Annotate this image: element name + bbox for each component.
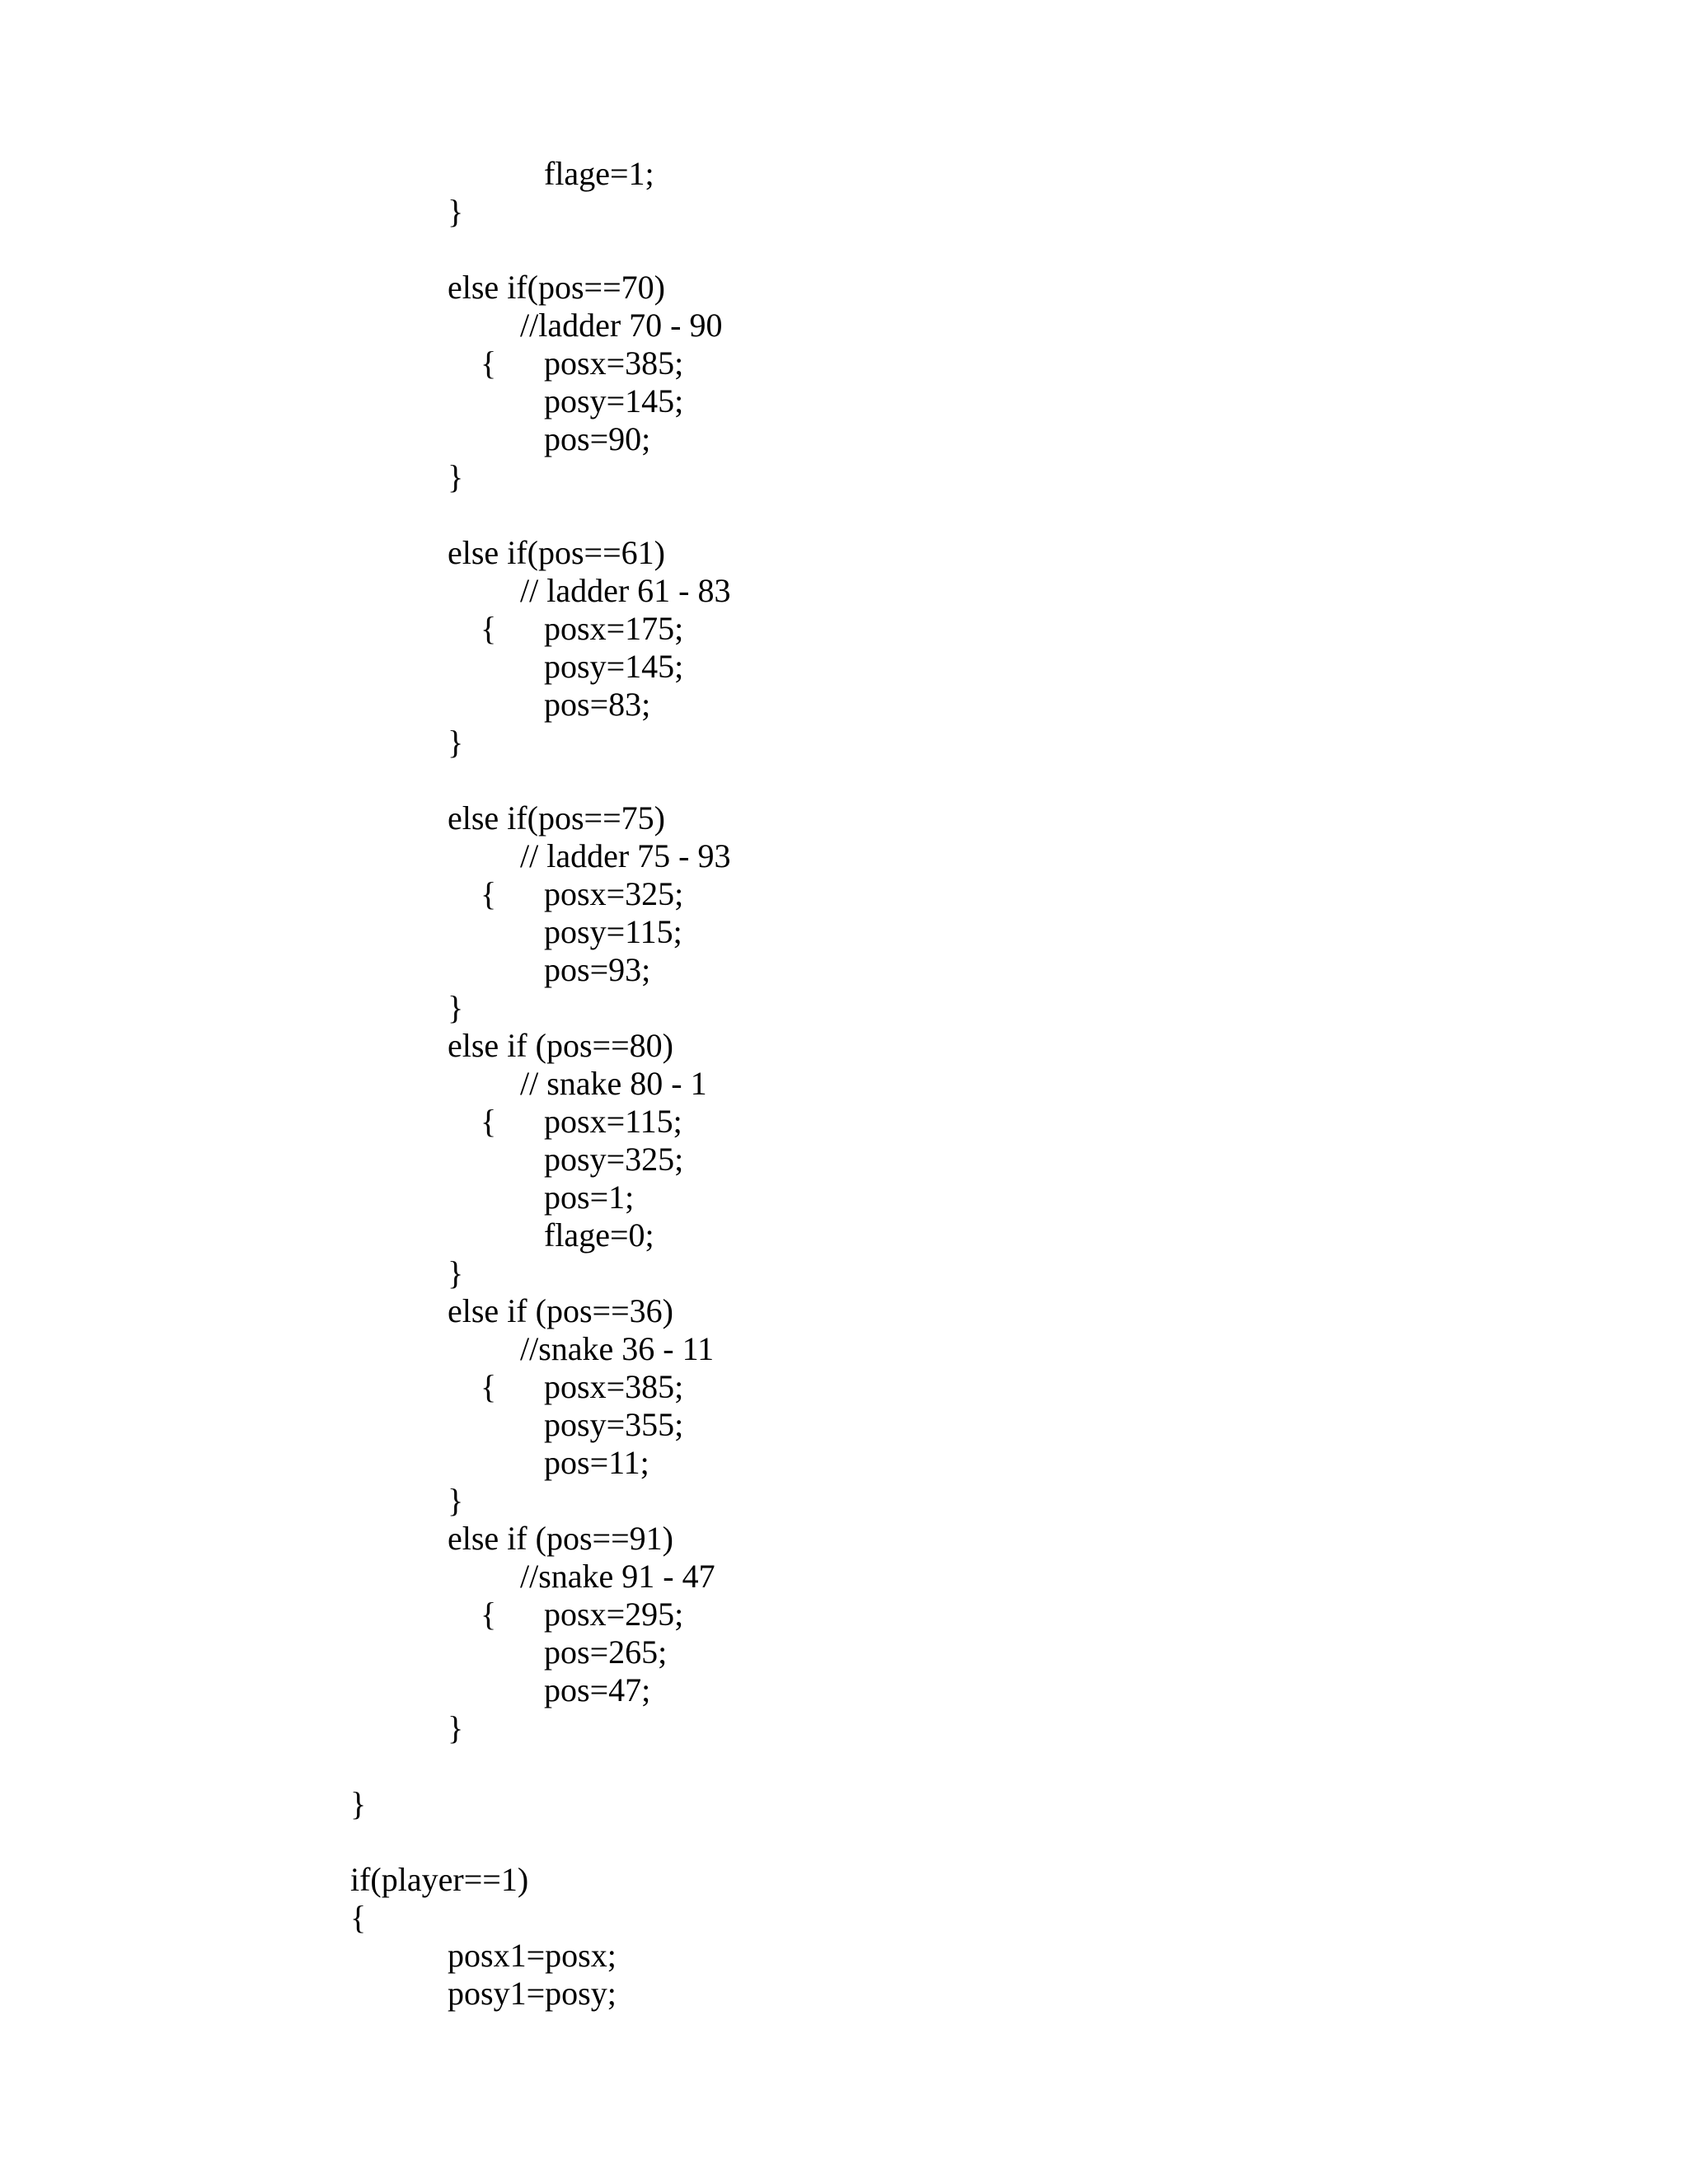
code-line: else if (pos==36) xyxy=(448,1292,673,1329)
brace: { xyxy=(481,344,497,382)
code-line: posx=385; xyxy=(544,344,684,382)
code-line: { xyxy=(350,1899,367,1936)
code-line: flage=0; xyxy=(544,1216,654,1254)
code-line: posx=385; xyxy=(544,1368,684,1405)
comment: //snake 91 - 47 xyxy=(520,1558,715,1595)
brace: { xyxy=(481,1368,497,1405)
code-line: pos=90; xyxy=(544,420,651,457)
code-line: pos=1; xyxy=(544,1179,635,1216)
code-line: posy=115; xyxy=(544,913,682,950)
code-line: else if (pos==91) xyxy=(448,1520,673,1557)
code-line: posy=355; xyxy=(544,1406,684,1443)
comment: //snake 36 - 11 xyxy=(520,1330,715,1367)
code-line: else if(pos==70) xyxy=(448,269,665,306)
code-line: posx1=posx; xyxy=(448,1937,617,1974)
code-line: pos=83; xyxy=(544,686,651,723)
code-line: posx=175; xyxy=(544,610,684,647)
code-line: } xyxy=(448,1482,464,1519)
code-line: pos=47; xyxy=(544,1671,651,1708)
code-line: } xyxy=(448,724,464,761)
comment: // snake 80 - 1 xyxy=(520,1065,707,1102)
brace: { xyxy=(481,875,497,912)
code-line: } xyxy=(448,1254,464,1291)
code-line: posy=145; xyxy=(544,382,684,419)
code-line: pos=93; xyxy=(544,951,651,988)
code-line: else if(pos==61) xyxy=(448,534,665,571)
code-line: posx=295; xyxy=(544,1596,684,1633)
brace: { xyxy=(481,1596,497,1633)
brace: { xyxy=(481,1103,497,1140)
code-line: } xyxy=(350,1785,367,1822)
code-line: pos=265; xyxy=(544,1633,668,1671)
code-line: posy1=posy; xyxy=(448,1975,617,2012)
brace: { xyxy=(481,610,497,647)
comment: // ladder 75 - 93 xyxy=(520,837,731,874)
code-line: } xyxy=(448,989,464,1026)
code-line: } xyxy=(448,458,464,495)
comment: // ladder 61 - 83 xyxy=(520,572,731,609)
code-line: if(player==1) xyxy=(350,1861,529,1898)
code-line: } xyxy=(448,193,464,230)
code-line: } xyxy=(448,1709,464,1746)
code-line: else if(pos==75) xyxy=(448,799,665,837)
code-line: else if (pos==80) xyxy=(448,1027,673,1064)
code-line: posy=145; xyxy=(544,648,684,685)
code-line: posx=115; xyxy=(544,1103,682,1140)
code-line: pos=11; xyxy=(544,1444,649,1481)
code-line: flage=1; xyxy=(544,155,654,192)
code-line: posy=325; xyxy=(544,1141,684,1178)
code-line: posx=325; xyxy=(544,875,684,912)
comment: //ladder 70 - 90 xyxy=(520,307,723,344)
